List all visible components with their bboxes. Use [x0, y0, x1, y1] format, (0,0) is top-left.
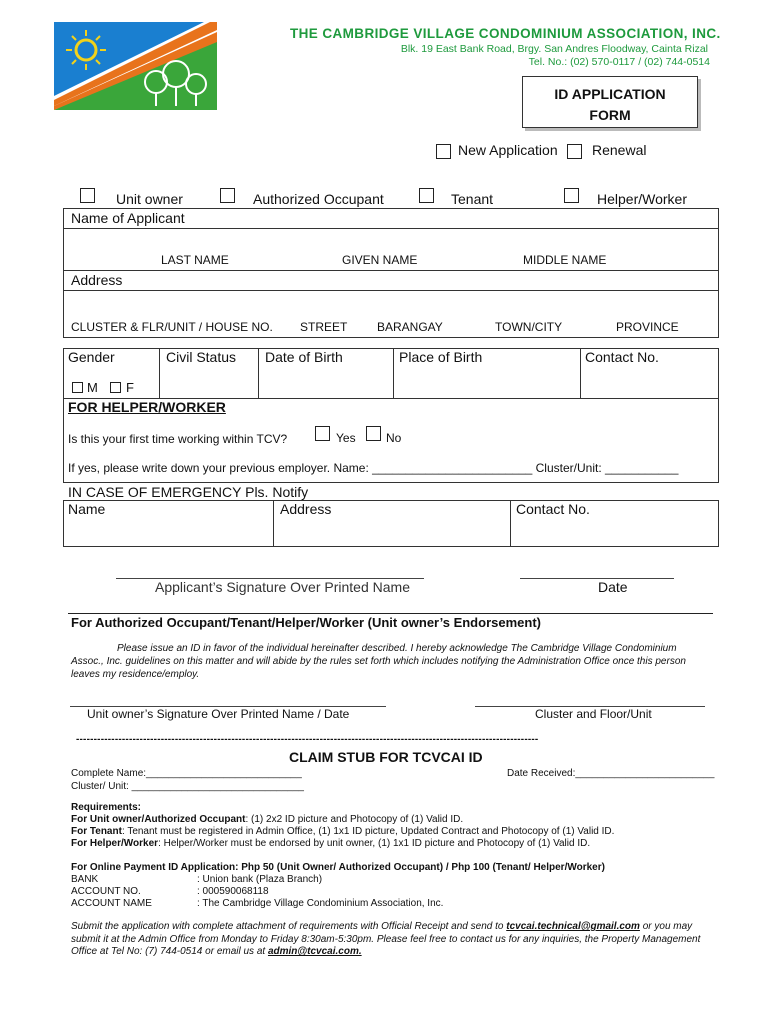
new-application-label: New Application	[458, 142, 558, 158]
submission-text-2: or you may submit it at the Admin Office from Monday to Friday 8:30am-5:30pm. Please feel free to contact us for any inquiries, the Property Management Office at Tel No: (7) 744-0514 or email us at	[71, 921, 701, 957]
female-label: F	[126, 380, 134, 395]
claim-stub-title: CLAIM STUB FOR TCVCAI ID	[289, 749, 483, 765]
civil-status-label: Civil Status	[166, 349, 237, 365]
renewal-checkbox[interactable]	[567, 144, 582, 159]
tenant-checkbox[interactable]	[419, 188, 434, 203]
form-title-box	[522, 76, 698, 128]
cluster-caption: CLUSTER & FLR/UNIT / HOUSE NO.	[71, 320, 273, 334]
account-no-value: : 000590068118	[197, 886, 269, 897]
form-title-line2: FORM	[589, 107, 631, 123]
emergency-table	[63, 500, 719, 547]
authorized-occupant-checkbox[interactable]	[220, 188, 235, 203]
org-name: THE CAMBRIDGE VILLAGE CONDOMINIUM ASSOCIATION, INC.	[290, 26, 721, 41]
requirement-unit-owner-label: For Unit owner/Authorized Occupant	[71, 814, 246, 825]
admin-email-link[interactable]: admin@tcvcai.com.	[267, 946, 362, 957]
given-name-caption: GIVEN NAME	[342, 253, 418, 267]
requirement-helper-text: : Helper/Worker must be endorsed by unit owner, (1) 1x1 ID picture and Photocopy of (1) Valid ID.	[158, 838, 591, 849]
requirement-unit-owner	[71, 814, 463, 825]
account-name-value: : The Cambridge Village Condominium Association, Inc.	[197, 898, 444, 909]
endorsement-text: Please issue an ID in favor of the individual hereinafter described. I hereby acknowledge The Cambridge Village Condominium Assoc., Inc. guidelines on this matter and will abide by the rules set forth which includes notifying the Administration Office once this person leaves my residence/employ.	[71, 643, 686, 680]
owner-signature-label: Unit owner’s Signature Over Printed Name / Date	[87, 707, 350, 721]
helper-section-title	[68, 399, 226, 415]
emergency-contact-label: Contact No.	[516, 501, 590, 517]
helper-worker-checkbox[interactable]	[564, 188, 579, 203]
applicant-signature-label: Applicant’s Signature Over Printed Name	[155, 579, 410, 595]
emergency-address-label: Address	[280, 501, 332, 517]
first-time-yes-checkbox[interactable]	[315, 426, 330, 441]
previous-employer-line: If yes, please write down your previous employer. Name: ________________________ Cluster/Unit: ___________	[68, 461, 679, 475]
name-of-applicant-label: Name of Applicant	[71, 210, 185, 226]
town-city-caption: TOWN/CITY	[495, 320, 563, 334]
contact-no-label: Contact No.	[585, 349, 659, 365]
first-time-no-label: No	[386, 431, 402, 445]
account-no-key: ACCOUNT NO.	[71, 886, 141, 897]
requirement-tenant-text: : Tenant must be registered in Admin Office, (1) 1x1 ID picture, Updated Contract and Photocopy of (1) Valid ID.	[121, 826, 615, 837]
barangay-caption: BARANGAY	[377, 320, 443, 334]
last-name-caption: LAST NAME	[161, 253, 229, 267]
account-name-key: ACCOUNT NAME	[71, 898, 152, 909]
male-checkbox[interactable]	[72, 382, 83, 393]
renewal-label: Renewal	[592, 142, 647, 158]
male-label: M	[87, 380, 98, 395]
tenant-label: Tenant	[451, 191, 494, 207]
bank-key: BANK	[71, 874, 99, 885]
female-checkbox[interactable]	[110, 382, 121, 393]
first-time-no-checkbox[interactable]	[366, 426, 381, 441]
date-label: Date	[598, 579, 628, 595]
new-application-checkbox[interactable]	[436, 144, 451, 159]
first-time-yes-label: Yes	[336, 431, 356, 445]
submission-text-1: Submit the application with complete attachment of requirements with Official Receipt and send to	[71, 921, 507, 932]
endorsement-title: For Authorized Occupant/Tenant/Helper/Worker (Unit owner’s Endorsement)	[71, 615, 541, 630]
unit-owner-checkbox[interactable]	[80, 188, 95, 203]
submission-instructions	[71, 921, 717, 959]
endorsement-divider	[68, 613, 713, 614]
requirement-unit-owner-text: : (1) 2x2 ID picture and Photocopy of (1) Valid ID.	[245, 814, 464, 825]
emergency-title: IN CASE OF EMERGENCY Pls. Notify	[68, 484, 309, 500]
claim-stub-cut-line: -----------------------------------------------------------------------------------------------------------------------------------	[76, 734, 539, 745]
cluster-floor-label: Cluster and Floor/Unit	[535, 707, 652, 721]
helper-section-title-text: FOR HELPER/WORKER	[68, 399, 226, 415]
requirement-tenant	[71, 826, 614, 837]
requirements-title: Requirements:	[71, 802, 142, 813]
org-telephone: Tel. No.: (02) 570-0117 / (02) 744-0514	[528, 56, 710, 68]
bank-value: : Union bank (Plaza Branch)	[197, 874, 323, 885]
place-of-birth-label: Place of Birth	[399, 349, 483, 365]
requirement-helper	[71, 838, 590, 849]
authorized-occupant-label: Authorized Occupant	[253, 191, 384, 207]
address-label: Address	[71, 272, 123, 288]
online-payment-title: For Online Payment ID Application: Php 50 (Unit Owner/ Authorized Occupant) / Php 100 (Tenant/ Helper/Worker)	[71, 862, 605, 873]
emergency-name-label: Name	[68, 501, 106, 517]
street-caption: STREET	[300, 320, 348, 334]
province-caption: PROVINCE	[616, 320, 679, 334]
complete-name-field[interactable]: Complete Name:____________________________	[71, 768, 302, 779]
first-time-question: Is this your first time working within TCV?	[68, 432, 288, 446]
date-of-birth-label: Date of Birth	[265, 349, 343, 365]
form-title-line1: ID APPLICATION	[554, 86, 666, 102]
org-address: Blk. 19 East Bank Road, Brgy. San Andres Floodway, Cainta Rizal	[400, 43, 708, 55]
unit-owner-label: Unit owner	[116, 191, 183, 207]
requirement-tenant-label: For Tenant	[71, 826, 122, 837]
technical-email-link[interactable]: tcvcai.technical@gmail.com	[506, 921, 640, 932]
association-logo	[54, 22, 217, 110]
middle-name-caption: MIDDLE NAME	[523, 253, 607, 267]
requirement-helper-label: For Helper/Worker	[71, 838, 159, 849]
helper-worker-label: Helper/Worker	[597, 191, 687, 207]
gender-label: Gender	[68, 349, 115, 365]
date-signature-line[interactable]	[520, 578, 674, 579]
date-received-field[interactable]: Date Received:_________________________	[507, 768, 715, 779]
cluster-unit-field[interactable]: Cluster/ Unit: _______________________________	[71, 781, 304, 792]
